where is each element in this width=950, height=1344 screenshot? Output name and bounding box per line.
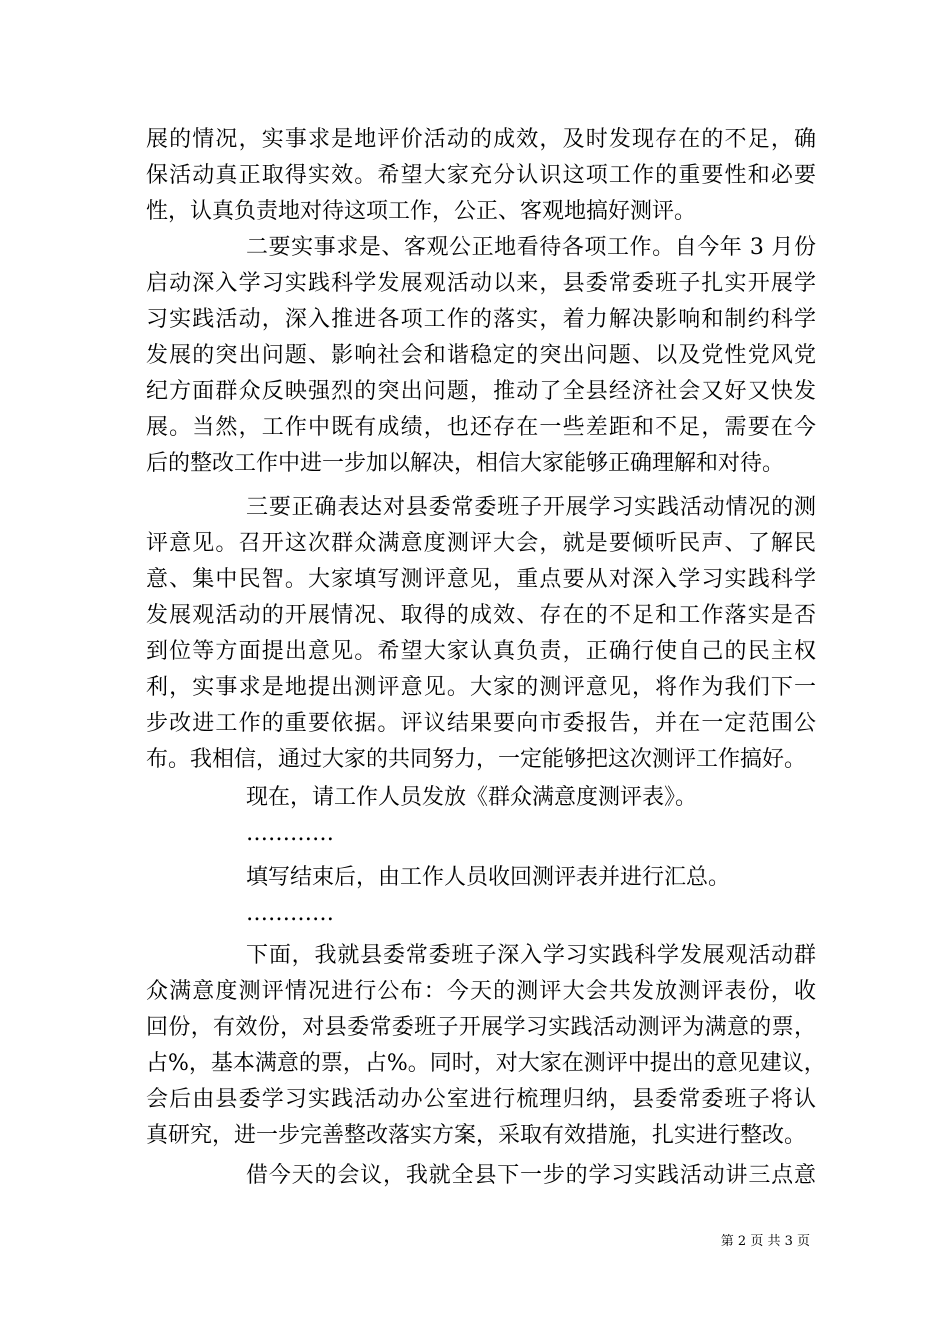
text-line: 二要实事求是、客观公正地看待各项工作。自今年 3 月份	[246, 235, 816, 260]
text-line: 三要正确表达对县委常委班子开展学习实践活动情况的测	[246, 495, 816, 520]
text-line: 发展的突出问题、影响社会和谐稳定的突出问题、以及党性党风党	[146, 343, 816, 368]
text-line: 习实践活动，深入推进各项工作的落实，着力解决影响和制约科学	[146, 307, 816, 332]
text-line: 填写结束后，由工作人员收回测评表并进行汇总。	[246, 865, 731, 890]
text-line: 启动深入学习实践科学发展观活动以来，县委常委班子扎实开展学	[146, 271, 816, 296]
text-line: 纪方面群众反映强烈的突出问题，推动了全县经济社会又好又快发	[146, 379, 816, 404]
text-line: 利，实事求是地提出测评意见。大家的测评意见，将作为我们下一	[146, 675, 816, 700]
ellipsis-line: …………	[246, 901, 334, 926]
text-line: 真研究，进一步完善整改落实方案，采取有效措施，扎实进行整改。	[146, 1123, 807, 1148]
text-line: 发展观活动的开展情况、取得的成效、存在的不足和工作落实是否	[146, 603, 816, 628]
text-line: 意、集中民智。大家填写测评意见，重点要从对深入学习实践科学	[146, 567, 816, 592]
text-line: 布。我相信，通过大家的共同努力，一定能够把这次测评工作搞好。	[146, 747, 807, 772]
page-number: 第 2 页 共 3 页	[720, 1234, 810, 1249]
text-line: 下面，我就县委常委班子深入学习实践科学发展观活动群	[246, 943, 816, 968]
text-line: 展。当然，工作中既有成绩，也还存在一些差距和不足，需要在今	[146, 415, 816, 440]
text-line: 展的情况，实事求是地评价活动的成效，及时发现存在的不足，确	[146, 127, 816, 152]
ellipsis-line: …………	[246, 821, 334, 846]
text-line: 到位等方面提出意见。希望大家认真负责，正确行使自己的民主权	[146, 639, 816, 664]
text-line: 现在，请工作人员发放《群众满意度测评表》。	[246, 785, 698, 810]
text-line: 占%，基本满意的票，占%。同时，对大家在测评中提出的意见建议，	[146, 1051, 826, 1076]
text-line: 会后由县委学习实践活动办公室进行梳理归纳，县委常委班子将认	[146, 1087, 816, 1112]
text-line: 保活动真正取得实效。希望大家充分认识这项工作的重要性和必要	[146, 163, 816, 188]
text-line: 众满意度测评情况进行公布：今天的测评大会共发放测评表份，收	[146, 979, 816, 1004]
text-line: 后的整改工作中进一步加以解决，相信大家能够正确理解和对待。	[146, 451, 785, 476]
text-line: 步改进工作的重要依据。评议结果要向市委报告，并在一定范围公	[146, 711, 816, 736]
text-line: 借今天的会议，我就全县下一步的学习实践活动讲三点意	[246, 1163, 816, 1188]
text-line: 性，认真负责地对待这项工作，公正、客观地搞好测评。	[146, 199, 697, 224]
text-line: 评意见。召开这次群众满意度测评大会，就是要倾听民声、了解民	[146, 531, 816, 556]
text-line: 回份，有效份，对县委常委班子开展学习实践活动测评为满意的票，	[146, 1015, 816, 1040]
